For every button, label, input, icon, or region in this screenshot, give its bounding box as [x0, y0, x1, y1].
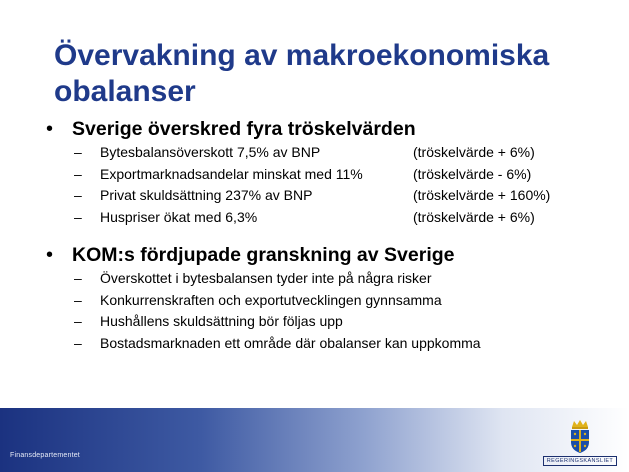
- dash-icon: –: [74, 270, 82, 286]
- bullet-heading-text: Sverige överskred fyra tröskelvärden: [72, 118, 416, 140]
- list-item: [46, 187, 606, 209]
- slide-title: [54, 38, 594, 110]
- bullet-icon: •: [46, 244, 54, 266]
- bullet-heading: [46, 118, 606, 144]
- list-item: [46, 313, 606, 335]
- logo-label: REGERINGSKANSLIET: [543, 456, 617, 466]
- dash-icon: –: [74, 165, 82, 182]
- list-item: [46, 209, 606, 231]
- list-item-text: Bostadsmarknaden ett område där obalanser kan uppkomma: [100, 334, 481, 351]
- crown-crest-icon: [565, 418, 595, 454]
- list-item-text: Hushållens skuldsättning bör följas upp: [100, 313, 343, 330]
- list-item-text: Huspriser ökat med 6,3%: [100, 208, 258, 225]
- list-item-text: Bytesbalansöverskott 7,5% av BNP: [100, 144, 321, 160]
- list-item-text: Konkurrenskraften och exportutvecklingen gynnsamma: [100, 291, 442, 308]
- list-item: [46, 270, 606, 292]
- threshold-note: (tröskelvärde - 6%): [413, 165, 532, 182]
- list-item: [46, 144, 606, 166]
- dash-icon: –: [74, 187, 82, 204]
- threshold-note: (tröskelvärde + 160%): [413, 187, 551, 204]
- dash-icon: –: [74, 144, 82, 160]
- dash-icon: –: [74, 313, 82, 330]
- section-commission-review: [46, 244, 606, 356]
- sub-list: [46, 144, 606, 230]
- list-item: [46, 292, 606, 314]
- list-item: [46, 335, 606, 357]
- list-item-text: Exportmarknadsandelar minskat med 11%: [100, 165, 363, 182]
- threshold-note: (tröskelvärde + 6%): [413, 208, 535, 225]
- list-item-text: Överskottet i bytesbalansen tyder inte på några risker: [100, 270, 432, 286]
- dash-icon: –: [74, 208, 82, 225]
- section-threshold-breaches: [46, 118, 606, 230]
- government-logo: [540, 418, 620, 470]
- slide-title-line-1: Övervakning av makroekonomiska: [54, 39, 550, 72]
- bullet-heading-text: KOM:s fördjupade granskning av Sverige: [72, 244, 455, 266]
- bullet-heading: [46, 244, 606, 270]
- slide-title-line-2: obalanser: [54, 75, 196, 108]
- list-item-text: Privat skuldsättning 237% av BNP: [100, 187, 313, 204]
- dash-icon: –: [74, 291, 82, 308]
- sub-list: [46, 270, 606, 356]
- footer-band: [0, 408, 629, 472]
- footer-department: Finansdepartementet: [10, 452, 80, 459]
- bullet-icon: •: [46, 118, 54, 140]
- dash-icon: –: [74, 334, 82, 351]
- threshold-note: (tröskelvärde + 6%): [413, 144, 535, 160]
- list-item: [46, 166, 606, 188]
